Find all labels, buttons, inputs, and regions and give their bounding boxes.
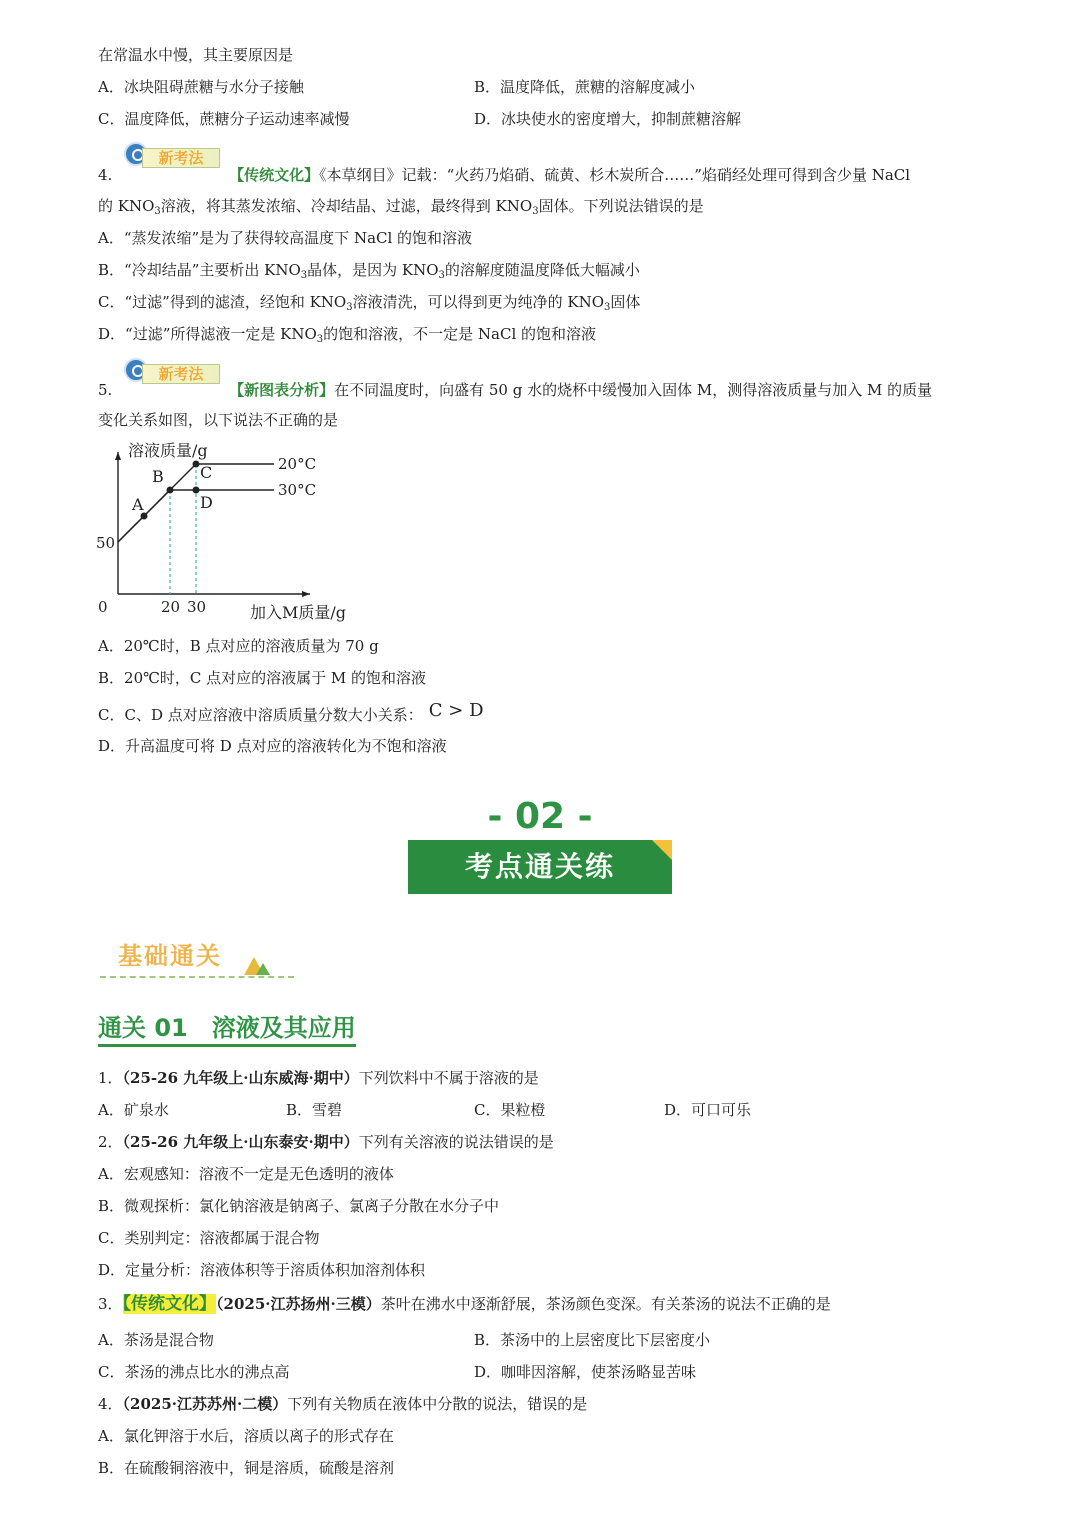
series-label: 30°C <box>278 481 317 499</box>
q5-option-d: D．升高温度可将 D 点对应的溶液转化为不饱和溶液 <box>98 737 447 755</box>
series-label: 20°C <box>278 455 317 473</box>
point-label: C <box>200 463 213 482</box>
q4-option-c: C．“过滤”得到的滤渣，经饱和 $KNO_3$溶液清洗，可以得到更为纯净的 $KNO_3$固体 <box>98 293 641 313</box>
section-title: 考点通关练 <box>408 840 672 894</box>
s1-q2-option-d: D．定量分析：溶液体积等于溶质体积加溶剂体积 <box>98 1261 426 1279</box>
q5-tag: 【新图表分析】 <box>229 381 335 399</box>
q4-option-b: B．“冷却结晶”主要析出 $KNO_3$晶体，是因为 $KNO_3$的溶解度随温度降低大幅减小 <box>98 261 640 281</box>
s1-q1: 1．（25-26 九年级上·山东威海·期中）下列饮料中不属于溶液的是 <box>98 1069 539 1087</box>
point-label: D <box>200 493 213 512</box>
x-axis-label: 加入M质量/g <box>250 603 347 622</box>
option-b: B．温度降低，蔗糖的溶解度减小 <box>474 78 696 96</box>
s1-q3-option-c: C．茶汤的沸点比水的沸点高 <box>98 1363 290 1381</box>
option-d: D．冰块使水的密度增大，抑制蔗糖溶解 <box>474 110 742 128</box>
s1-q1-option-c: C．果粒橙 <box>474 1101 546 1119</box>
x-tick-label: 30 <box>187 598 207 616</box>
s1-q4-option-b: B．在硫酸铜溶液中，铜是溶质，硫酸是溶剂 <box>98 1459 395 1477</box>
mountain-icon-small <box>256 963 270 975</box>
s1-q1-option-d: D．可口可乐 <box>664 1101 752 1119</box>
point-label: B <box>152 467 164 486</box>
q4-tag: 【传统文化】 <box>229 166 320 184</box>
subsection-underline <box>100 976 294 978</box>
y-axis-arrow <box>115 452 121 460</box>
section-number: - 02 - <box>487 796 593 837</box>
q4-option-a: A．“蒸发浓缩”是为了获得较高温度下 NaCl 的饱和溶液 <box>98 229 473 247</box>
new-method-badge: 新考法 <box>124 142 220 170</box>
question-continuation: 在常温水中慢，其主要原因是 <box>98 46 294 64</box>
banner-corner <box>652 840 672 860</box>
y-axis-label: 溶液质量/g <box>128 441 208 460</box>
data-point-d <box>193 487 200 494</box>
q5-line1: 5. 【新图表分析】在不同温度时，向盛有 50 g 水的烧杯中缓慢加入固体 M，测得溶液质量与加入 M 的质量 <box>98 381 933 399</box>
s1-q3-tag: 【传统文化】 <box>122 1294 217 1314</box>
s1-q3-option-b: B．茶汤中的上层密度比下层密度小 <box>474 1331 711 1349</box>
s1-q1-option-b: B．雪碧 <box>286 1101 343 1119</box>
x-axis-arrow <box>302 591 310 597</box>
x-tick-label: 0 <box>98 598 108 616</box>
solution-mass-chart <box>90 436 380 630</box>
unit-heading: 通关 01 溶液及其应用 <box>98 1008 356 1047</box>
s1-q4-option-a: A．氯化钾溶于水后，溶质以离子的形式存在 <box>98 1427 394 1445</box>
data-point-c <box>193 461 200 468</box>
option-c: C．温度降低，蔗糖分子运动速率减慢 <box>98 110 350 128</box>
q5-option-b: B．20℃时，C 点对应的溶液属于 M 的饱和溶液 <box>98 669 427 687</box>
option-a: A．冰块阻碍蔗糖与水分子接触 <box>98 78 304 96</box>
point-label: A <box>132 495 144 514</box>
q4-option-d: D．“过滤”所得滤液一定是 $KNO_3$的饱和溶液，不一定是 NaCl 的饱和溶液 <box>98 325 597 345</box>
s1-q1-option-a: A．矿泉水 <box>98 1101 169 1119</box>
data-point-b <box>167 487 174 494</box>
s1-q4: 4．（2025·江苏苏州·二模）下列有关物质在液体中分散的说法，错误的是 <box>98 1395 588 1413</box>
q4-line2: 的 $KNO_3$溶液，将其蒸发浓缩、冷却结晶、过滤，最终得到 $KNO_3$固体。下列说法错误的是 <box>98 197 704 217</box>
q4-line1: 4. 【传统文化】《本草纲目》记载：“火药乃焰硝、硫黄、杉木炭所合……”焰硝经处理可得到含少量 NaCl <box>98 166 911 184</box>
subsection-label: 基础通关 <box>118 942 222 970</box>
s1-q2-option-a: A．宏观感知：溶液不一定是无色透明的液体 <box>98 1165 394 1183</box>
y-tick-label: 50 <box>96 534 116 552</box>
new-method-badge: 新考法 <box>124 358 220 386</box>
q5-line2: 变化关系如图，以下说法不正确的是 <box>98 411 339 429</box>
q5-option-a: A．20℃时，B 点对应的溶液质量为 70 g <box>98 637 379 655</box>
s1-q2: 2．（25-26 九年级上·山东泰安·期中）下列有关溶液的说法错误的是 <box>98 1133 554 1151</box>
x-tick-label: 20 <box>161 598 181 616</box>
s1-q2-option-b: B．微观探析：氯化钠溶液是钠离子、氯离子分散在水分子中 <box>98 1197 500 1215</box>
s1-q3-option-d: D．咖啡因溶解，使茶汤略显苦味 <box>474 1363 697 1381</box>
q5-option-c: C．C、D 点对应溶液中溶质质量分数大小关系： C > D <box>98 700 484 724</box>
s1-q2-option-c: C．类别判定：溶液都属于混合物 <box>98 1229 320 1247</box>
s1-q3-option-a: A．茶汤是混合物 <box>98 1331 214 1349</box>
s1-q3: 3．【传统文化】（2025·江苏扬州·三模）茶叶在沸水中逐渐舒展，茶汤颜色变深。有关茶汤的说法不正确的是 <box>98 1294 831 1314</box>
